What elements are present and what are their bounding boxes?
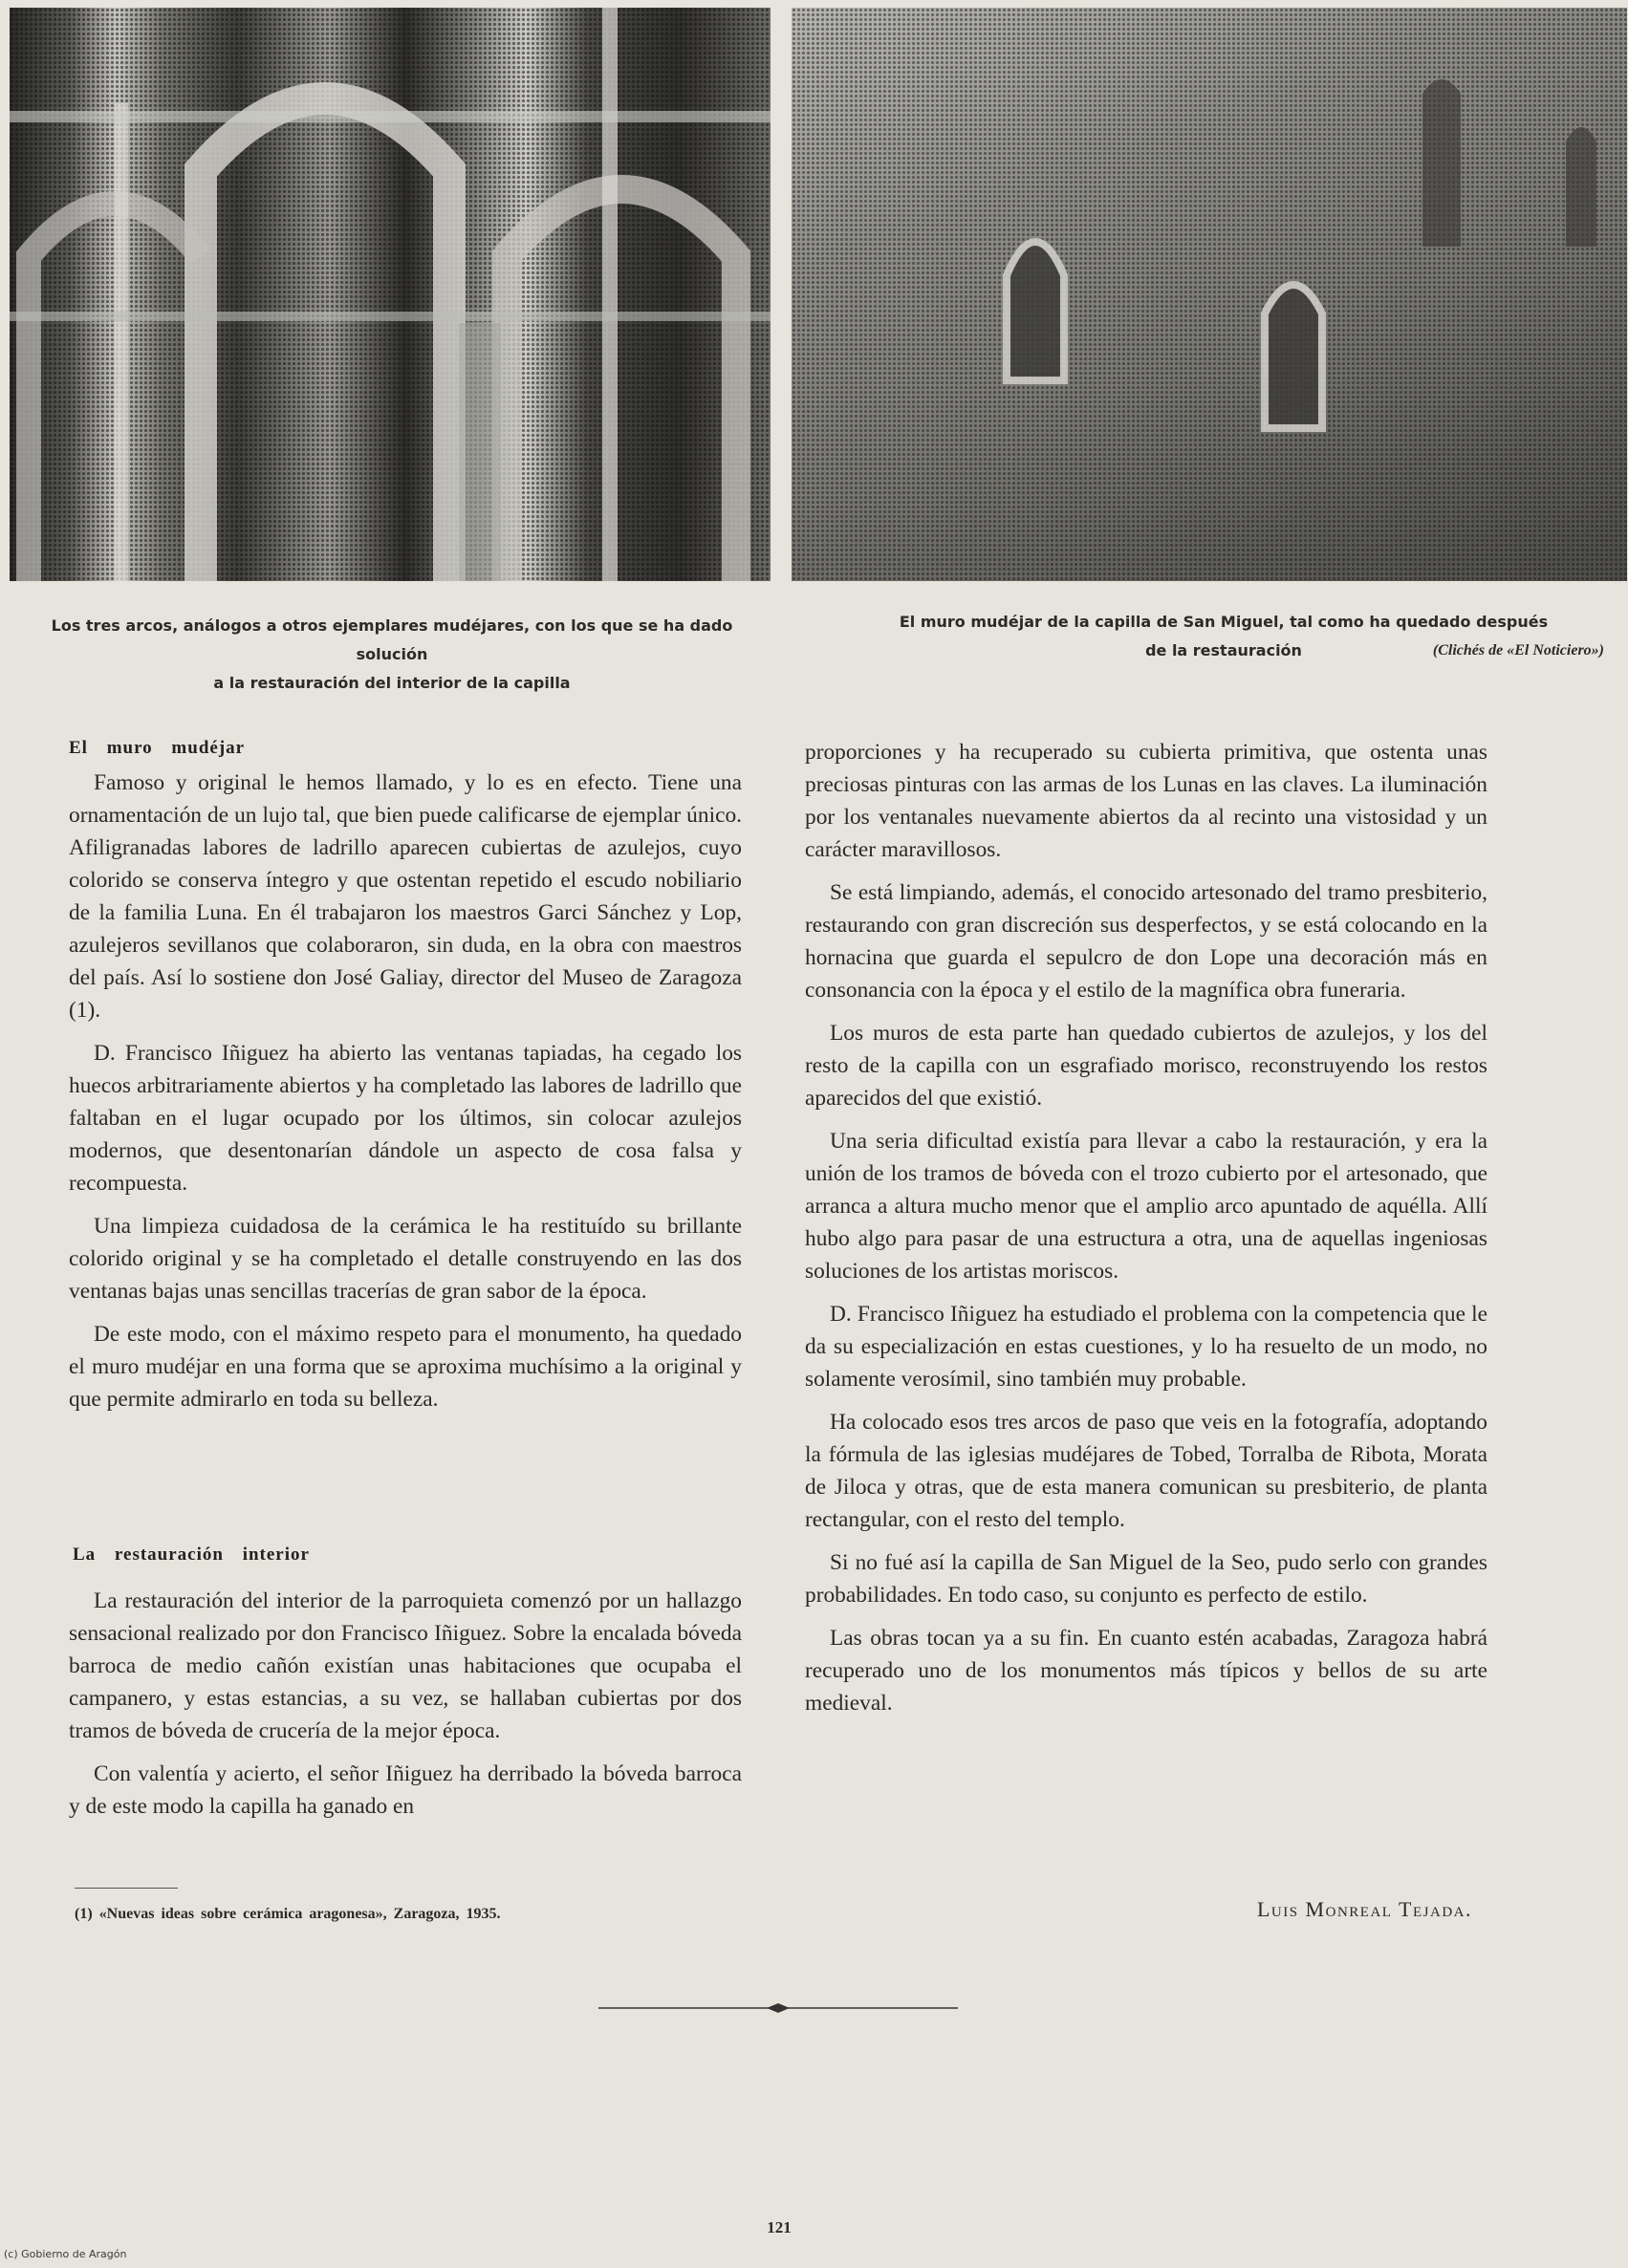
caption-right-line-1: El muro mudéjar de la capilla de San Miguel, tal como ha quedado después	[899, 613, 1549, 631]
paragraph: Los muros de esta parte han quedado cubiertos de azulejos, y los del resto de la capilla con un esgrafiado morisco, reconstruyendo los restos aparecidos del que existió.	[805, 1021, 1487, 1111]
paragraph: Con valentía y acierto, el señor Iñiguez ha derribado la bóveda barroca y de este modo la capilla ha ganado en	[69, 1761, 742, 1819]
footnote: (1) «Nuevas ideas sobre cerámica aragonesa», Zaragoza, 1935.	[75, 1906, 501, 1922]
caption-left-line-2: a la restauración del interior de la capilla	[213, 674, 571, 692]
arches-illustration	[10, 8, 771, 581]
paragraph: Famoso y original le hemos llamado, y lo es en efecto. Tiene una ornamentación de un lujo tal, que bien puede calificarse de ejemplar único. Afiligranadas labores de ladrillo aparecen cubiertas de azulejos, cuyo colorido se conserva íntegro y que ostentan repetido el escudo nobiliario de la familia Luna. En él trabajaron los maestros Garci Sánchez y Lop, azulejeros sevillanos que colaboraron, sin duda, en la obra con maestros del país. Así lo sostiene don José Galiay, director del Museo de Zaragoza (1).	[69, 770, 742, 1023]
caption-left	[19, 612, 765, 698]
paragraph: Las obras tocan ya a su fin. En cuanto estén acabadas, Zaragoza habrá recuperado uno de los monumentos más típicos y bellos de su arte medieval.	[805, 1626, 1487, 1716]
paragraph: De este modo, con el máximo respeto para el monumento, ha quedado el muro mudéjar en una forma que se aproxima muchísimo a la original y que permite admirarlo en toda su belleza.	[69, 1322, 742, 1412]
paragraph: D. Francisco Iñiguez ha abierto las ventanas tapiadas, ha cegado los huecos arbitrariamente abiertos y ha completado las labores de ladrillo que faltaban en el lugar ocupado por los últimos, sin colocar azulejos modernos, que desentonarían dándole un aspecto de cosa falsa y recompuesta.	[69, 1041, 742, 1196]
wall-illustration	[792, 8, 1627, 581]
author-signature: Luis Monreal Tejada.	[1256, 1897, 1472, 1921]
photo-credit: (Clichés de «El Noticiero»)	[1432, 642, 1604, 659]
caption-right-line-2: de la restauración	[1145, 641, 1302, 659]
copyright-notice: (c) Gobierno de Aragón	[4, 2248, 127, 2260]
heading-spacer	[69, 726, 742, 767]
heading-muro-mudejar: El muro mudéjar	[69, 738, 246, 758]
paragraph: Se está limpiando, además, el conocido artesonado del tramo presbiterio, restaurando con gran discreción sus desperfectos, y se está colocando en la hornacina que guarda el sepulcro de don Lope una decoración más en consonancia con la época y el estilo de la magnífica obra funeraria.	[805, 880, 1487, 1003]
caption-right	[841, 608, 1606, 665]
paragraph: Ha colocado esos tres arcos de paso que veis en la fotografía, adoptando la fórmula de las iglesias mudéjares de Tobed, Torralba de Ribota, Morata de Jiloca y otras, que de esta manera comunican su presbiterio, de planta rectangular, con el resto del templo.	[805, 1410, 1487, 1532]
caption-left-line-1: Los tres arcos, análogos a otros ejemplares mudéjares, con los que se ha dado solución	[51, 616, 733, 663]
paragraph: La restauración del interior de la parroquieta comenzó por un hallazgo sensacional realizado por don Francisco Iñiguez. Sobre la encalada bóveda barroca de medio cañón existían unas habitaciones que ocupaba el campanero, y estas estancias, a su vez, se hallaban cubiertas por dos tramos de bóveda de crucería de la mejor época.	[69, 1588, 742, 1743]
footnote-rule	[75, 1888, 178, 1889]
right-column	[805, 736, 1487, 1719]
paragraph: D. Francisco Iñiguez ha estudiado el problema con la competencia que le da su especialización en estas cuestiones, y lo ha resuelto de un modo, no solamente verosímil, sino también muy probable.	[805, 1302, 1487, 1392]
page-number: 121	[767, 2218, 792, 2236]
left-column-lower	[69, 1585, 742, 1823]
left-column	[69, 726, 742, 1415]
paragraph: Una seria dificultad existía para llevar a cabo la restauración, y era la unión de los tramos de bóveda con el trozo cubierto por el artesonado, que arranca a altura mucho menor que el amplio arco apuntado de aquélla. Allí hubo algo para pasar de una estructura a otra, una de aquellas ingeniosas soluciones de los artistas moriscos.	[805, 1129, 1487, 1284]
paragraph: Una limpieza cuidadosa de la cerámica le ha restituído su brillante colorido original y se ha completado el detalle construyendo en las dos ventanas bajas unas sencillas tracerías de gran sabor de la época.	[69, 1214, 742, 1304]
photo-three-arches	[10, 8, 771, 581]
ornament-divider	[598, 2001, 958, 2015]
paragraph: proporciones y ha recuperado su cubierta primitiva, que ostenta unas preciosas pinturas con las armas de los Lunas en las claves. La iluminación por los ventanales nuevamente abiertos da al recinto una vistosidad y un carácter maravillosos.	[805, 740, 1487, 862]
heading-restauracion-interior: La restauración interior	[73, 1544, 310, 1565]
photo-mudejar-wall	[792, 8, 1627, 581]
paragraph: Si no fué así la capilla de San Miguel de la Seo, pudo serlo con grandes probabilidades. En todo caso, su conjunto es perfecto de estilo.	[805, 1550, 1487, 1608]
